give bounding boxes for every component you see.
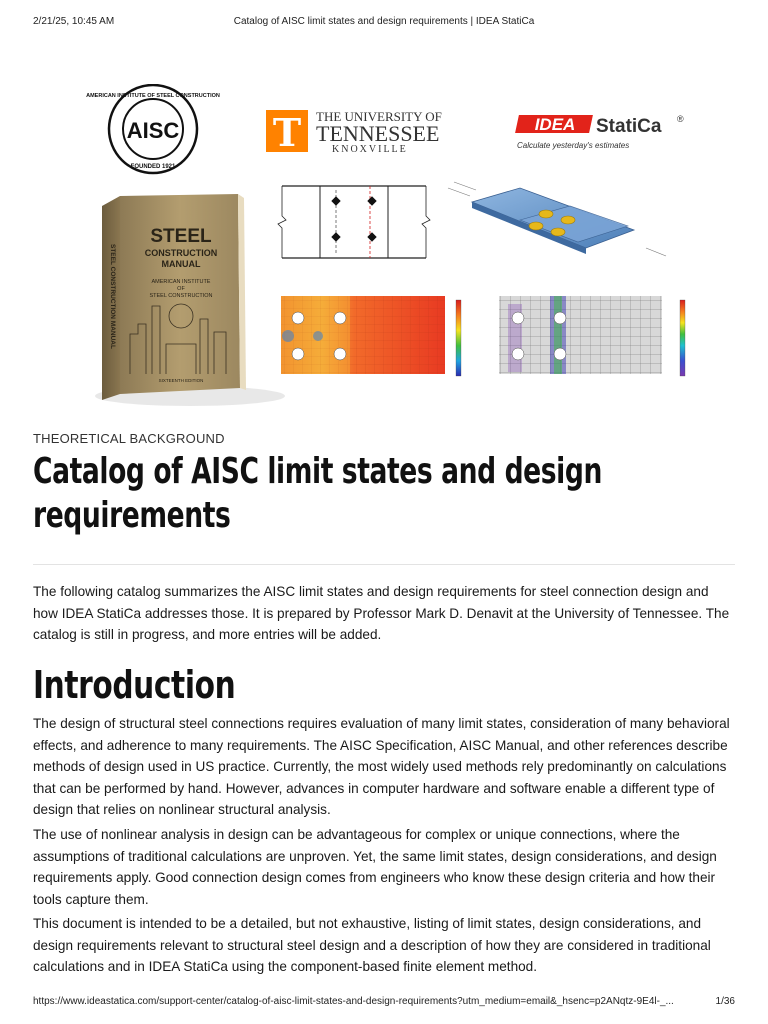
utk-logo-line1: THE UNIVERSITY OF bbox=[316, 109, 442, 124]
utk-logo-letter: T bbox=[272, 110, 302, 155]
article-title-line-1: Catalog of AISC limit states and design bbox=[33, 451, 602, 492]
idea-logo-mark: IDEA bbox=[534, 115, 576, 134]
book-publisher-2: OF bbox=[177, 286, 185, 292]
aisc-logo-founded: FOUNDED 1921 bbox=[130, 164, 176, 170]
title-divider bbox=[33, 564, 735, 565]
utk-logo bbox=[266, 109, 442, 155]
print-page-title: Catalog of AISC limit states and design requirements | IDEA StatiCa bbox=[233, 16, 535, 27]
hero-image bbox=[50, 84, 690, 406]
connection-3d-model bbox=[438, 182, 666, 256]
article-title-line-2: requirements bbox=[33, 495, 231, 536]
aisc-logo bbox=[86, 85, 220, 173]
body-paragraph: The use of nonlinear analysis in design can be advantageous for complex or unique connections, where the assumptions of traditional calculations are unproven. Yet, the same limit states, design considerations, and design requirements apply. Good connection design comes from engineers who know these design criteria and how their tools capture them. bbox=[33, 827, 717, 907]
utk-logo-line3: KNOXVILLE bbox=[332, 144, 408, 155]
connection-plan-drawing bbox=[278, 186, 430, 258]
idea-statica-logo bbox=[515, 114, 684, 150]
idea-logo-name: StatiCa bbox=[596, 116, 662, 137]
aisc-logo-ring-text: AMERICAN INSTITUTE OF STEEL CONSTRUCTION bbox=[86, 93, 220, 99]
section-heading-introduction: Introduction bbox=[33, 663, 236, 707]
print-url: https://www.ideastatica.com/support-center/catalog-of-aisc-limit-states-and-design-requirements?utm_medium=email&_hsenc=p2ANqtz-9E4l-_... bbox=[33, 996, 674, 1007]
book-publisher-1: AMERICAN INSTITUTE bbox=[151, 279, 211, 285]
book-edition: SIXTEENTH EDITION bbox=[158, 378, 204, 383]
book-title-1: STEEL bbox=[150, 226, 212, 247]
idea-logo-tagline: Calculate yesterday's estimates bbox=[517, 141, 630, 150]
book-title-3: MANUAL bbox=[161, 259, 201, 269]
print-page-number: 1/36 bbox=[715, 996, 735, 1007]
book-publisher-3: STEEL CONSTRUCTION bbox=[149, 293, 213, 299]
article-category: THEORETICAL BACKGROUND bbox=[33, 431, 225, 446]
article-title bbox=[33, 450, 656, 538]
steel-manual-book bbox=[95, 194, 285, 406]
idea-logo-reg: ® bbox=[677, 114, 684, 124]
aisc-logo-letters: AISC bbox=[126, 118, 180, 143]
book-spine-text: STEEL CONSTRUCTION MANUAL bbox=[109, 244, 116, 349]
body-paragraph: The design of structural steel connections requires evaluation of many limit states, consideration of many behavioral effects, and adherence to many requirements. The AISC Specification, AISC Manual, and other references describe methods of design used in US practice. Currently, the most widely used methods rely predominantly on calculations that can be performed by hand. However, advances in computer hardware and software enable a different type of design that relies on nonlinear structural analysis. bbox=[33, 716, 730, 817]
print-date: 2/21/25, 10:45 AM bbox=[33, 16, 115, 27]
print-header bbox=[33, 16, 735, 30]
print-footer bbox=[33, 996, 735, 1010]
stress-contour-plot bbox=[281, 296, 461, 376]
body-paragraph: This document is intended to be a detailed, but not exhaustive, listing of limit states, design considerations, and design requirements relevant to structural steel design and a description of how they are considered in traditional calculations and in IDEA StatiCa using the component-based finite element method. bbox=[33, 916, 711, 974]
utk-logo-line2: TENNESSEE bbox=[316, 121, 440, 146]
strain-contour-plot bbox=[499, 296, 685, 376]
intro-paragraph: The following catalog summarizes the AISC limit states and design requirements for steel connection design and how IDEA StatiCa addresses those. It is prepared by Professor Mark D. Denavit at the University of Tennessee. The catalog is still in progress, and more entries will be added. bbox=[33, 584, 730, 642]
book-title-2: CONSTRUCTION bbox=[144, 248, 218, 258]
